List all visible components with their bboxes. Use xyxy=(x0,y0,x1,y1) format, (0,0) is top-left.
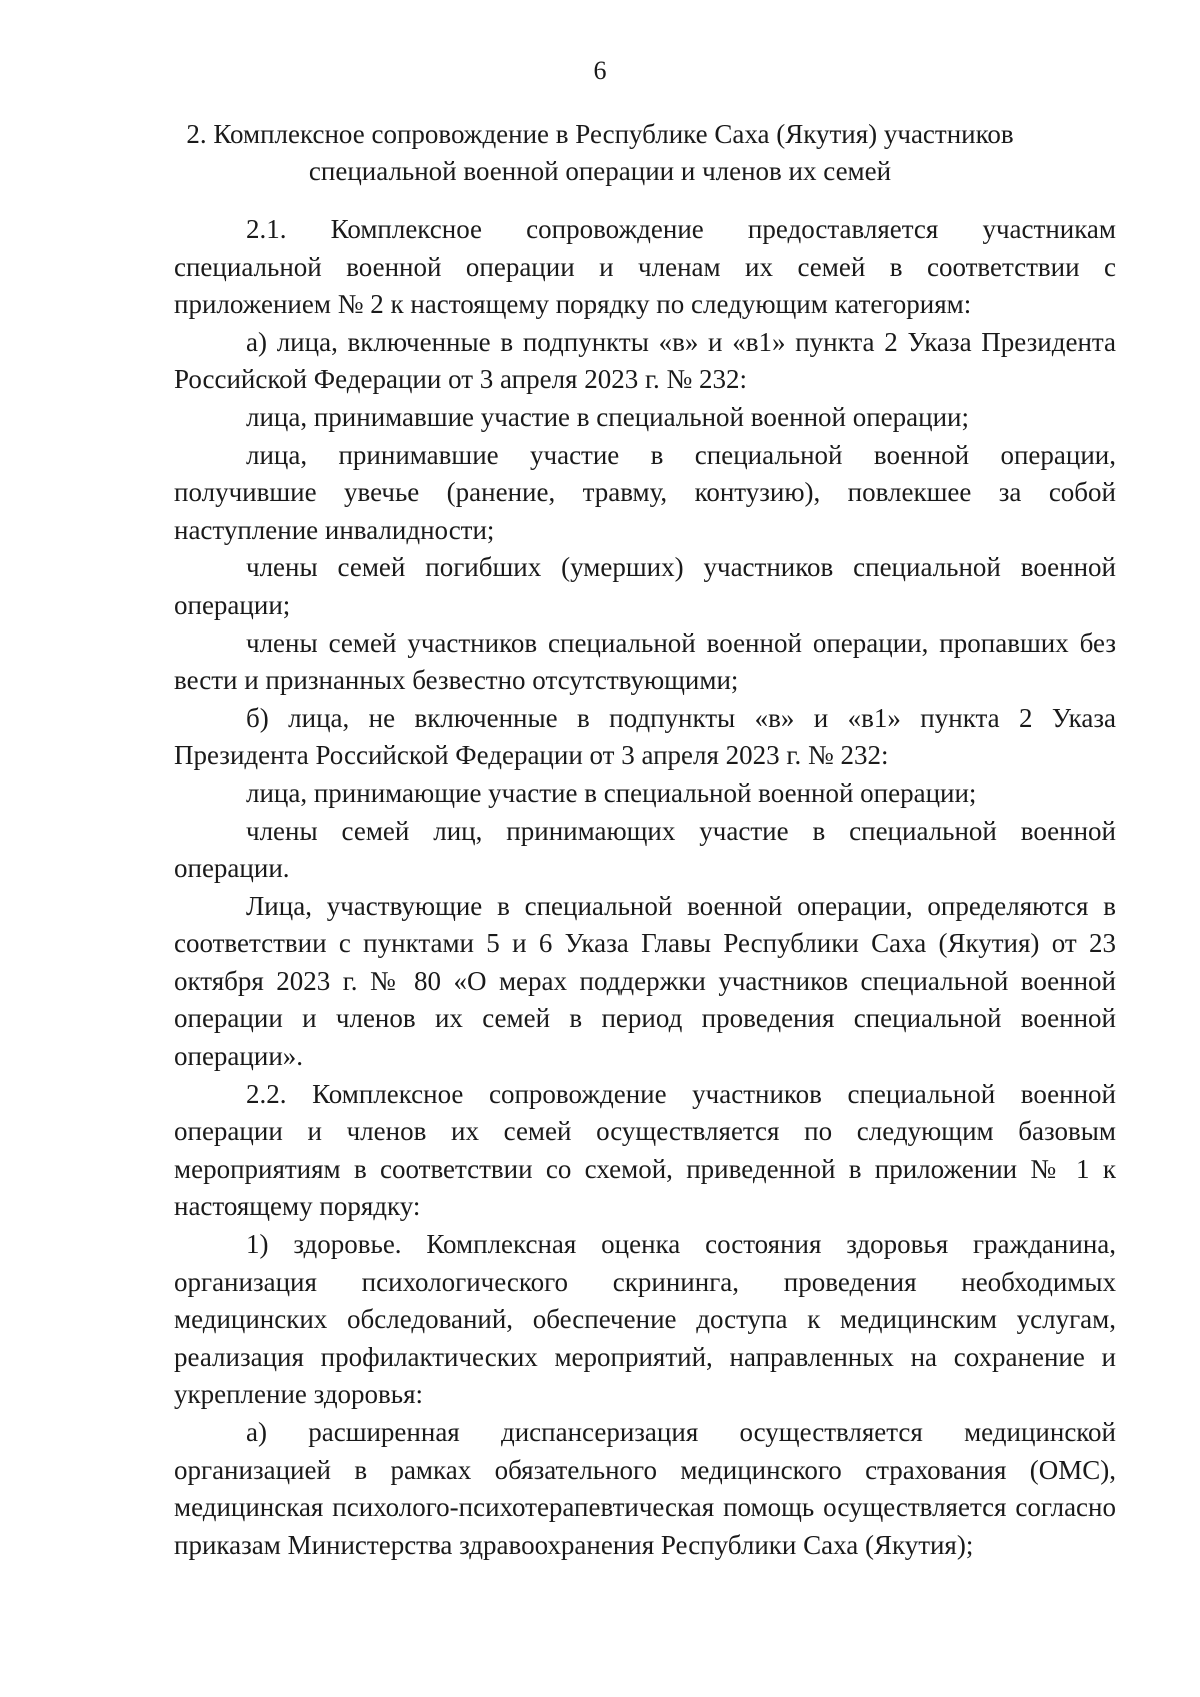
paragraph-list-item: члены семей участников специальной военной операции, пропавших без вести и признанных безвестно отсутствующими; xyxy=(174,627,1116,696)
paragraph-list-item: члены семей лиц, принимающих участие в специальной военной операции. xyxy=(174,815,1116,884)
page-number: 6 xyxy=(593,56,607,85)
paragraph-category-a: а) лица, включенные в подпункты «в» и «в1» пункта 2 Указа Президента Российской Федерации от 3 апреля 2023 г. № 232: xyxy=(174,326,1116,395)
section-title xyxy=(150,116,1050,190)
section-title-line-2: специальной военной операции и членов их семей xyxy=(308,156,892,186)
paragraph-health: 1) здоровье. Комплексная оценка состояния здоровья гражданина, организация психологического скрининга, проведения необходимых медицинских обследований, обеспечение доступа к медицинским услугам, реализация профилактических мероприятий, направленных на сохранение и укрепление здоровья: xyxy=(174,1229,1116,1410)
paragraph-list-item: лица, принимавшие участие в специальной военной операции, получившие увечье (ранение, травму, контузию), повлекшее за собой наступление инвалидности; xyxy=(174,439,1116,545)
section-title-line-1: 2. Комплексное сопровождение в Республике Саха (Якутия) участников xyxy=(186,119,1014,149)
paragraph-list-item: лица, принимавшие участие в специальной военной операции; xyxy=(246,401,970,432)
paragraph-2-1: 2.1. Комплексное сопровождение предоставляется участникам специальной военной операции и членам их семей в соответствии с приложением № 2 к настоящему порядку по следующим категориям: xyxy=(174,214,1116,320)
paragraph-health-a: а) расширенная диспансеризация осуществляется медицинской организацией в рамках обязательного медицинского страхования (ОМС), медицинская психолого-психотерапевтическая помощь осуществляется согласно приказам Министерства здравоохранения Республики Саха (Якутия); xyxy=(174,1417,1116,1560)
body-text xyxy=(174,211,1116,1564)
paragraph-category-b: б) лица, не включенные в подпункты «в» и «в1» пункта 2 Указа Президента Российской Федерации от 3 апреля 2023 г. № 232: xyxy=(174,702,1116,771)
paragraph-definition: Лица, участвующие в специальной военной операции, определяются в соответствии с пунктами 5 и 6 Указа Главы Республики Саха (Якутия) от 23 октября 2023 г. № 80 «О мерах поддержки участников специальной военной операции и членов их семей в период проведения специальной военной операции». xyxy=(174,890,1116,1072)
paragraph-list-item: члены семей погибших (умерших) участников специальной военной операции; xyxy=(174,552,1116,620)
paragraph-list-item: лица, принимающие участие в специальной военной операции; xyxy=(246,777,977,808)
paragraph-2-2: 2.2. Комплексное сопровождение участников специальной военной операции и членов их семей осуществляется по следующим базовым мероприятиям в соответствии со схемой, приведенной в приложении № 1 к настоящему порядку: xyxy=(174,1078,1116,1222)
